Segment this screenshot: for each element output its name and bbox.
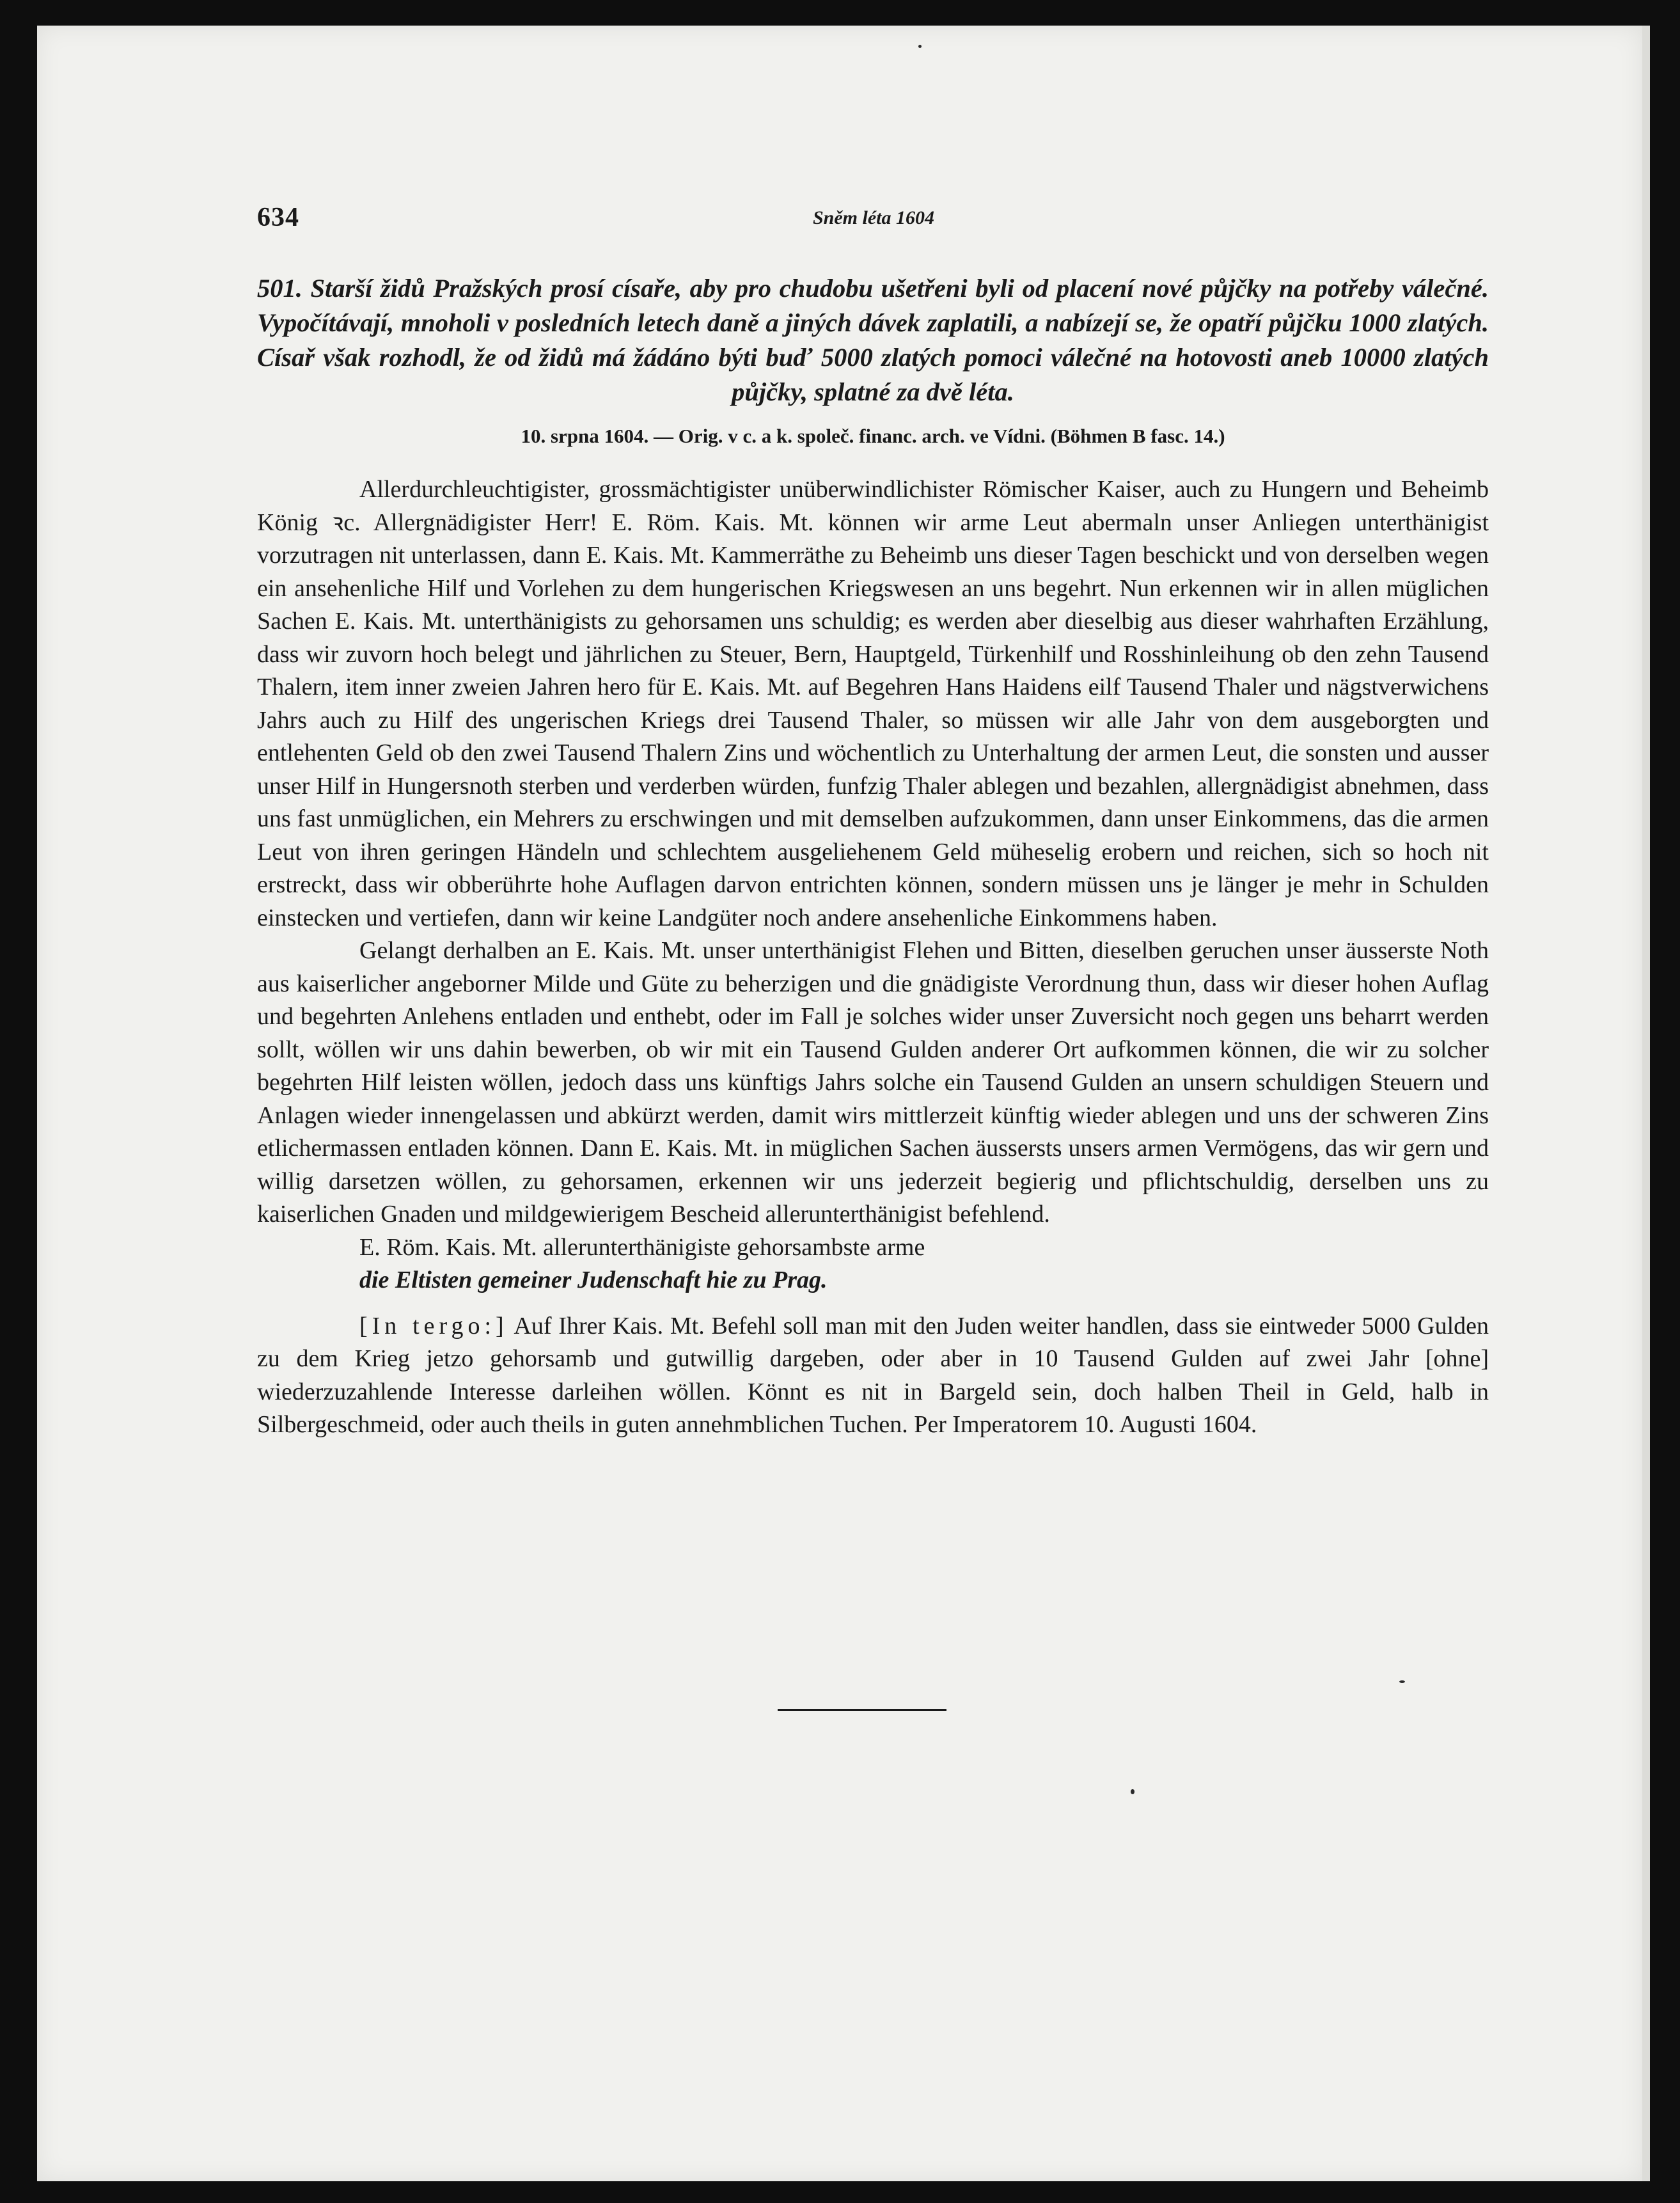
document-regest: [257, 271, 1489, 409]
regest-text: Starší židů Pražských prosí císaře, aby pro chudobu ušetřeni byli od placení nové půjčky na potřeby válečné. Vypočítávají, mnoholi v posledních letech daně a jiných dávek zaplatili, a nabízejí se, že opatří půjčku 1000 zlatých. Císař však rozhodl, že od židů má žádáno býti buď 5000 zlatých pomoci válečné na hotovosti aneb 10000 zlatých půjčky, splatné za dvě léta.: [257, 274, 1489, 406]
in-tergo-paragraph: [257, 1310, 1489, 1442]
page-header: [257, 202, 1490, 241]
in-tergo-label: [In tergo:]: [359, 1312, 508, 1339]
body-paragraph-2: Gelangt derhalben an E. Kais. Mt. unser unterthänigist Flehen und Bitten, dieselben geruchen unser äusserste Noth aus kaiserlicher angeborner Milde und Güte zu beherzigen und die gnädigiste Verordnung thun, dass wir dieser hohen Auflag und begehrten Anlehens entladen und enthebt, oder im Fall je solches wider unser Zuversicht noch gegen uns beharrt werden sollt, wöllen wir uns dahin bewerben, ob wir mit ein Tausend Gulden anderer Ort aufkommen können, die wir zu solcher begehrten Hilf leisten wöllen, jedoch dass uns künftigs Jahrs solche ein Tausend Gulden an unsern schuldigen Steuern und Anlagen wieder innengelassen und abkürzt werden, damit wirs mittlerzeit künftig wieder ablegen und uns der schweren Zins etlichermassen entladen können. Dann E. Kais. Mt. in müglichen Sachen äussersts unsers armen Vermögens, das wir gern und willig darsetzen wöllen, zu gehorsamen, erkennen wir uns jederzeit begierig und pflichtschuldig, derselben uns zu kaiserlichen Gnaden und mildgewierigem Bescheid allerunterthänigist befehlend.: [257, 937, 1489, 1228]
speck-mark: [918, 45, 922, 48]
running-title: Sněm léta 1604: [812, 207, 934, 228]
document-content: [257, 271, 1489, 1442]
end-rule: [778, 1709, 946, 1711]
document-body: [257, 473, 1489, 1442]
document-number: 501.: [257, 274, 302, 303]
in-tergo-text: Auf Ihrer Kais. Mt. Befehl soll man mit den Juden weiter handlen, dass sie eintweder 5000 Gulden zu dem Krieg jetzo gehorsamb und gutwillig dargeben, oder aber in 10 Tausend Gulden auf zwei Jahr [ohne] wiederzuzahlende Interesse darleihen wöllen. Könnt es nit in Bargeld sein, doch halben Theil in Geld, halb in Silbergeschmeid, oder auch theils in guten annehmblichen Tuchen. Per Imperatorem 10. Augusti 1604.: [257, 1312, 1489, 1438]
closing-line: E. Röm. Kais. Mt. allerunterthänigiste gehorsambste arme: [359, 1233, 925, 1261]
page-number: 634: [257, 203, 299, 232]
speck-mark: [1399, 1680, 1405, 1683]
signature: die Eltisten gemeiner Judenschaft hie zu Prag.: [359, 1267, 828, 1293]
body-paragraph-1: Allerdurchleuchtigister, grossmächtigister unüberwindlichister Römischer Kaiser, auch zu Hungern und Beheimb König ꝛc. Allergnädigister Herr! E. Röm. Kais. Mt. können wir arme Leut abermaln unser Anliegen unterthänigist vorzutragen nit unterlassen, dann E. Kais. Mt. Kammerräthe zu Beheimb uns dieser Tagen beschickt und von derselben wegen ein ansehenliche Hilf und Vorlehen zu dem hungerischen Kriegswesen an uns begehrt. Nun erkennen wir in allen müglichen Sachen E. Kais. Mt. unterthänigists zu gehorsamen uns schuldig; es werden aber dieselbig aus dieser wahrhaften Erzählung, dass wir zuvorn hoch belegt und jährlichen zu Steuer, Bern, Hauptgeld, Türkenhilf und Rosshinleihung ob den zehn Tausend Thalern, item inner zweien Jahren hero für E. Kais. Mt. auf Begehren Hans Haidens eilf Tausend Thaler und nägstverwichens Jahrs auch zu Hilf des ungerischen Kriegs drei Tausend Thaler, so müssen wir alle Jahr von dem ausgeborgten und entlehenten Geld ob den zwei Tausend Thalern Zins und wöchentlich zu Unterhaltung der armen Leut, die sonsten und ausser unser Hilf in Hungersnoth sterben und verderben würden, funfzig Thaler ablegen und bezahlen, allergnädigist abnehmen, dass uns fast unmüglichen, ein Mehrers zu erschwingen und mit demselben aufzukommen, dann unser Einkommens, das die armen Leut von ihren geringen Händeln und schlechtem ausgeliehenem Geld müheselig erobern und reichen, sich so hoch nit erstreckt, dass wir obberührte hohe Auflagen darvon entrichten können, sondern müssen uns je länger je mehr in Schulden einstecken und vertiefen, dann wir keine Landgüter noch andere ansehenliche Einkommens haben.: [257, 476, 1489, 931]
speck-mark: [1131, 1789, 1134, 1794]
page-edge: [1642, 26, 1650, 2181]
source-citation: 10. srpna 1604. — Orig. v c. a k. společ. financ. arch. ve Vídni. (Böhmen B fasc. 14.): [521, 425, 1225, 447]
